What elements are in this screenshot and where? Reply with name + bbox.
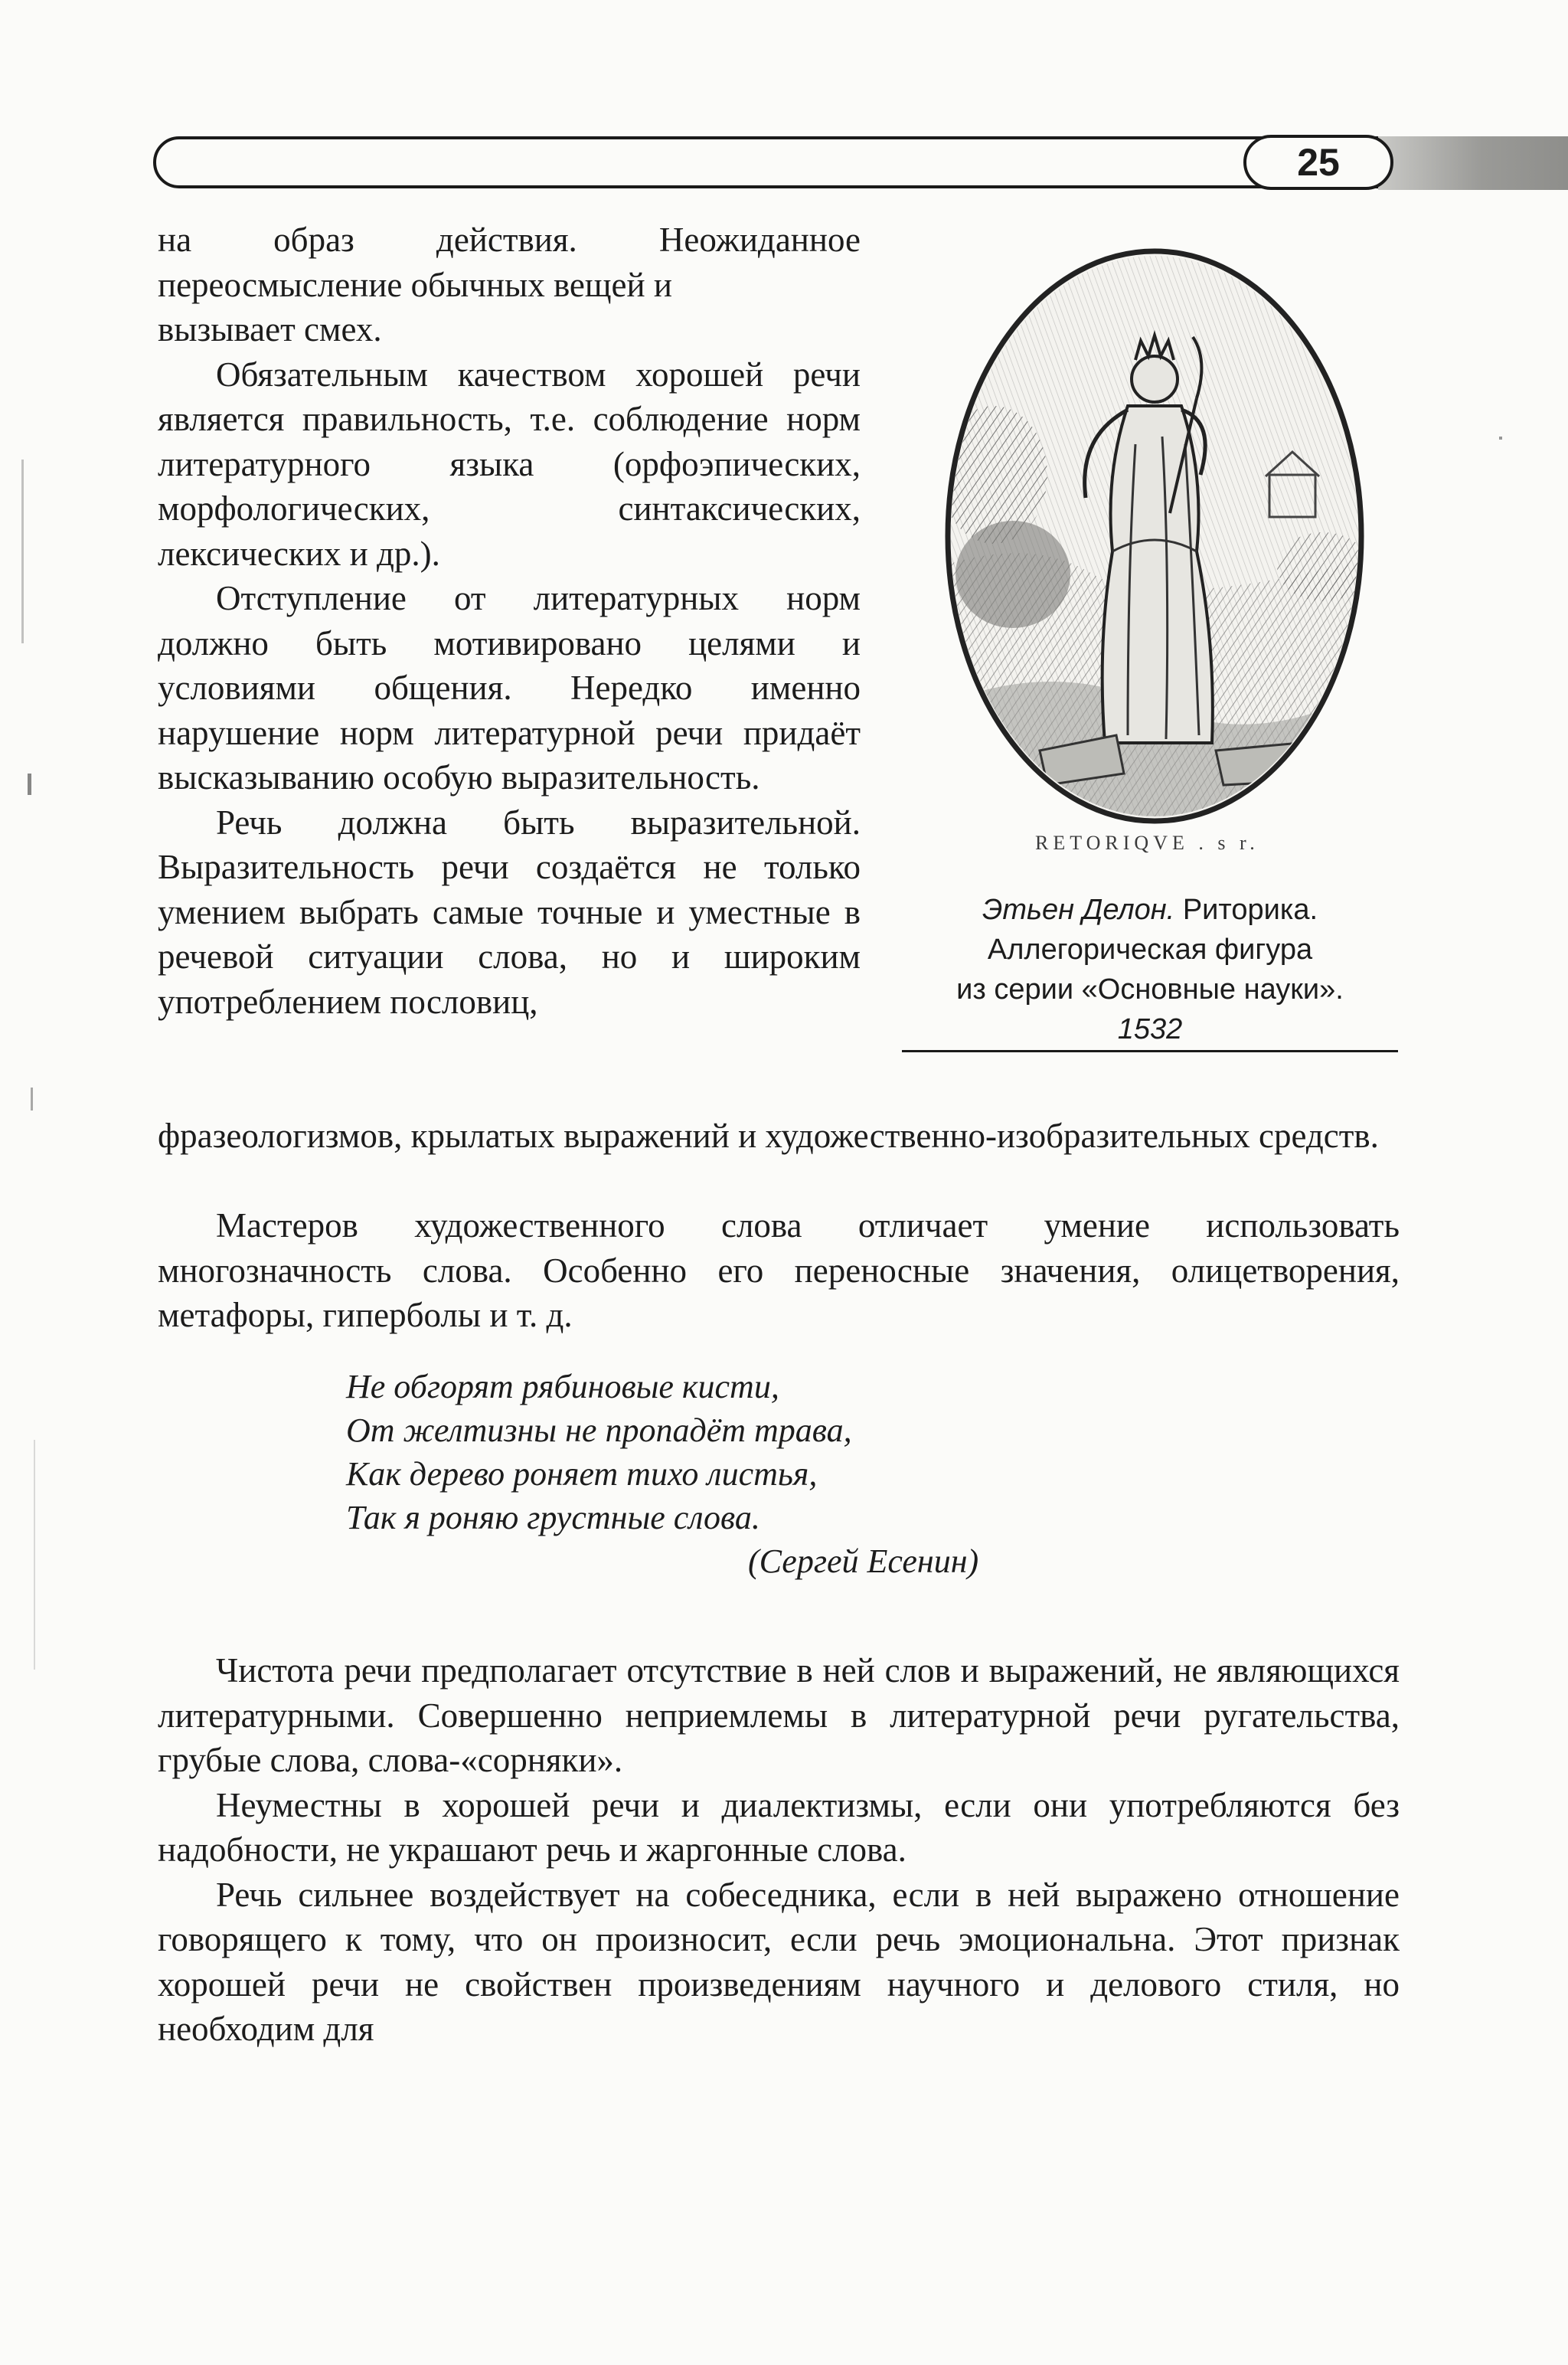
scan-speck: [1499, 437, 1502, 440]
caption-line-1: [902, 890, 1398, 930]
caption-line-3: из серии «Основные науки».: [956, 973, 1344, 1006]
opening-text: на образ действия. Неожиданное переосмысление обычных вещей и: [158, 221, 861, 304]
poem-line: Как дерево роняет тихо листья,: [346, 1455, 818, 1493]
poem-line: От желтизны не пропадёт трава,: [346, 1411, 852, 1449]
poem: [346, 1365, 978, 1583]
scan-edge-mark: [31, 1088, 33, 1111]
paragraph-dialectisms: Неуместны в хорошей речи и диалектизмы, если они употребляются без надобности, не украшают речь и жаргонные слова.: [158, 1785, 1400, 1869]
caption-rule: [902, 1050, 1398, 1052]
paragraph-emotion: Речь сильнее воздействует на собеседника, если в ней выражено отношение говорящего к тому, что он произносит, если речь эмоциональна. Этот признак хорошей речи не свойствен произведениям научного и делового стиля, но необходим для: [158, 1875, 1400, 2048]
header-shaded-band: [1378, 136, 1568, 190]
caption-author: Этьен Делон.: [982, 894, 1175, 926]
opening-tail: вызывает смех.: [158, 310, 382, 348]
figure-caption: [902, 890, 1398, 1049]
running-header-frame: [153, 136, 1423, 188]
paragraph-norms: Отступление от литературных норм должно быть мотивировано целями и условиями общения. Нередко именно нарушение норм литературной речи придаёт высказыванию особую выразительность.: [158, 579, 861, 797]
caption-line-2: Аллегорическая фигура: [987, 934, 1313, 966]
paragraph-correctness: Обязательным качеством хорошей речи является правильность, т.е. соблюдение норм литературного языка (орфоэпических, морфологических, синтаксических, лексических и др.).: [158, 355, 861, 573]
scan-edge-mark: [28, 774, 31, 795]
poem-line: Не обгорят рябиновые кисти,: [346, 1368, 779, 1405]
page-number-text: 25: [1297, 141, 1340, 184]
bottom-text: [158, 1648, 1400, 2052]
paragraph-masters: Мастеров художественного слова отличает умение использовать многозначность слова. Особенно его переносные значения, олицетворения, метафоры, гиперболы и т. д.: [158, 1206, 1400, 1334]
masters-text: [158, 1203, 1400, 1338]
rhetoric-engraving: [940, 245, 1369, 836]
continuation-text: [158, 1114, 1400, 1159]
paragraph-opening: [158, 218, 861, 352]
page-number: [1243, 135, 1393, 190]
poem-line: Так я роняю грустные слова.: [346, 1499, 760, 1536]
engraving-inscription: RETORIQVE . s r.: [1035, 832, 1259, 854]
column-text: [158, 218, 861, 1024]
paragraph-expressiveness: Речь должна быть выразительной. Выразительность речи создаётся не только умением выбрать самые точные и уместные в речевой ситуации слова, но и широким употреблением пословиц,: [158, 803, 861, 1021]
paragraph-purity: Чистота речи предполагает отсутствие в ней слов и выражений, не являющихся литературными. Совершенно неприемлемы в литературной речи ругательства, грубые слова, слова-«сорняки».: [158, 1651, 1400, 1779]
poem-author: (Сергей Есенин): [748, 1542, 979, 1580]
scan-edge-mark: [34, 1440, 35, 1670]
paragraph-continuation: фразеологизмов, крылатых выражений и художественно-изобразительных средств.: [158, 1117, 1379, 1155]
caption-title: Риторика.: [1182, 894, 1318, 926]
engraving-image: [940, 245, 1369, 836]
caption-year: 1532: [1117, 1013, 1183, 1045]
scan-edge-mark: [21, 460, 24, 643]
